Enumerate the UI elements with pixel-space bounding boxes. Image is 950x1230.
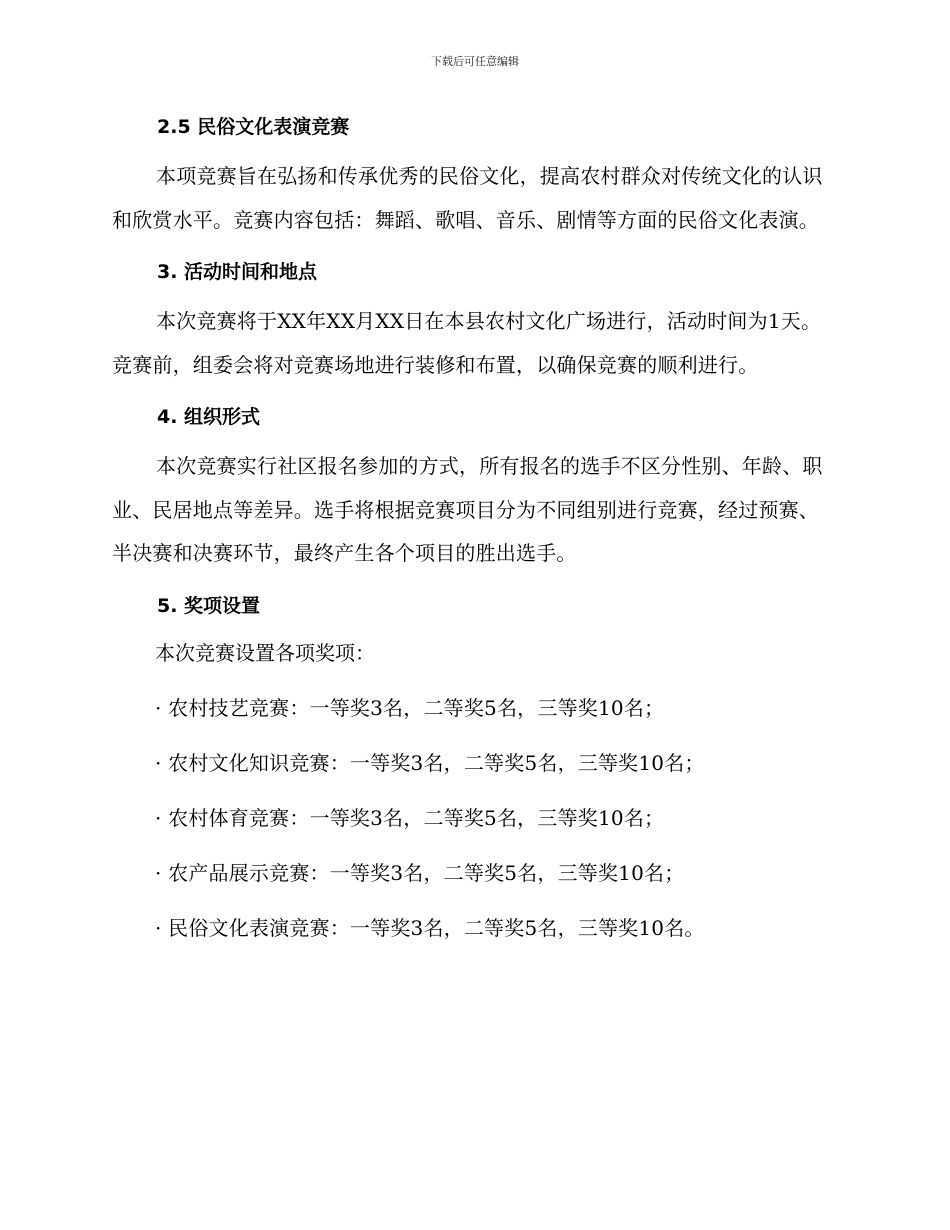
award-item: · 农村文化知识竞赛：一等奖3名，二等奖5名，三等奖10名； — [155, 750, 705, 775]
award-item: · 农村技艺竞赛：一等奖3名，二等奖5名，三等奖10名； — [155, 695, 665, 720]
award-item: · 农村体育竞赛：一等奖3名，二等奖5名，三等奖10名； — [155, 805, 665, 830]
page-header: 下载后可任意编辑 — [431, 55, 519, 68]
section-heading-3: 3. 活动时间和地点 — [157, 261, 318, 283]
awards-list — [112, 686, 838, 950]
awards-intro: 本次竞赛设置各项奖项： — [155, 640, 375, 665]
section-heading-2-5: 2.5 民俗文化表演竞赛 — [157, 116, 350, 138]
section-paragraph-3: 本次竞赛将于XX年XX月XX日在本县农村文化广场进行，活动时间为1天。竞赛前，组委会将对竞赛场地进行装修和布置，以确保竞赛的顺利进行。 — [112, 309, 822, 377]
award-item: · 民俗文化表演竞赛：一等奖3名，二等奖5名，三等奖10名。 — [155, 915, 705, 940]
section-paragraph-2-5: 本项竞赛旨在弘扬和传承优秀的民俗文化，提高农村群众对传统文化的认识和欣赏水平。竞赛内容包括：舞蹈、歌唱、音乐、剧情等方面的民俗文化表演。 — [112, 164, 823, 232]
section-heading-4: 4. 组织形式 — [157, 406, 261, 428]
section-heading-5: 5. 奖项设置 — [157, 594, 261, 617]
award-item: · 农产品展示竞赛：一等奖3名，二等奖5名，三等奖10名； — [155, 860, 685, 885]
document-body — [112, 110, 838, 961]
section-paragraph-4: 本次竞赛实行社区报名参加的方式，所有报名的选手不区分性别、年龄、职业、民居地点等差异。选手将根据竞赛项目分为不同组别进行竞赛，经过预赛、半决赛和决赛环节，最终产生各个项目的胜出选手。 — [112, 454, 823, 565]
